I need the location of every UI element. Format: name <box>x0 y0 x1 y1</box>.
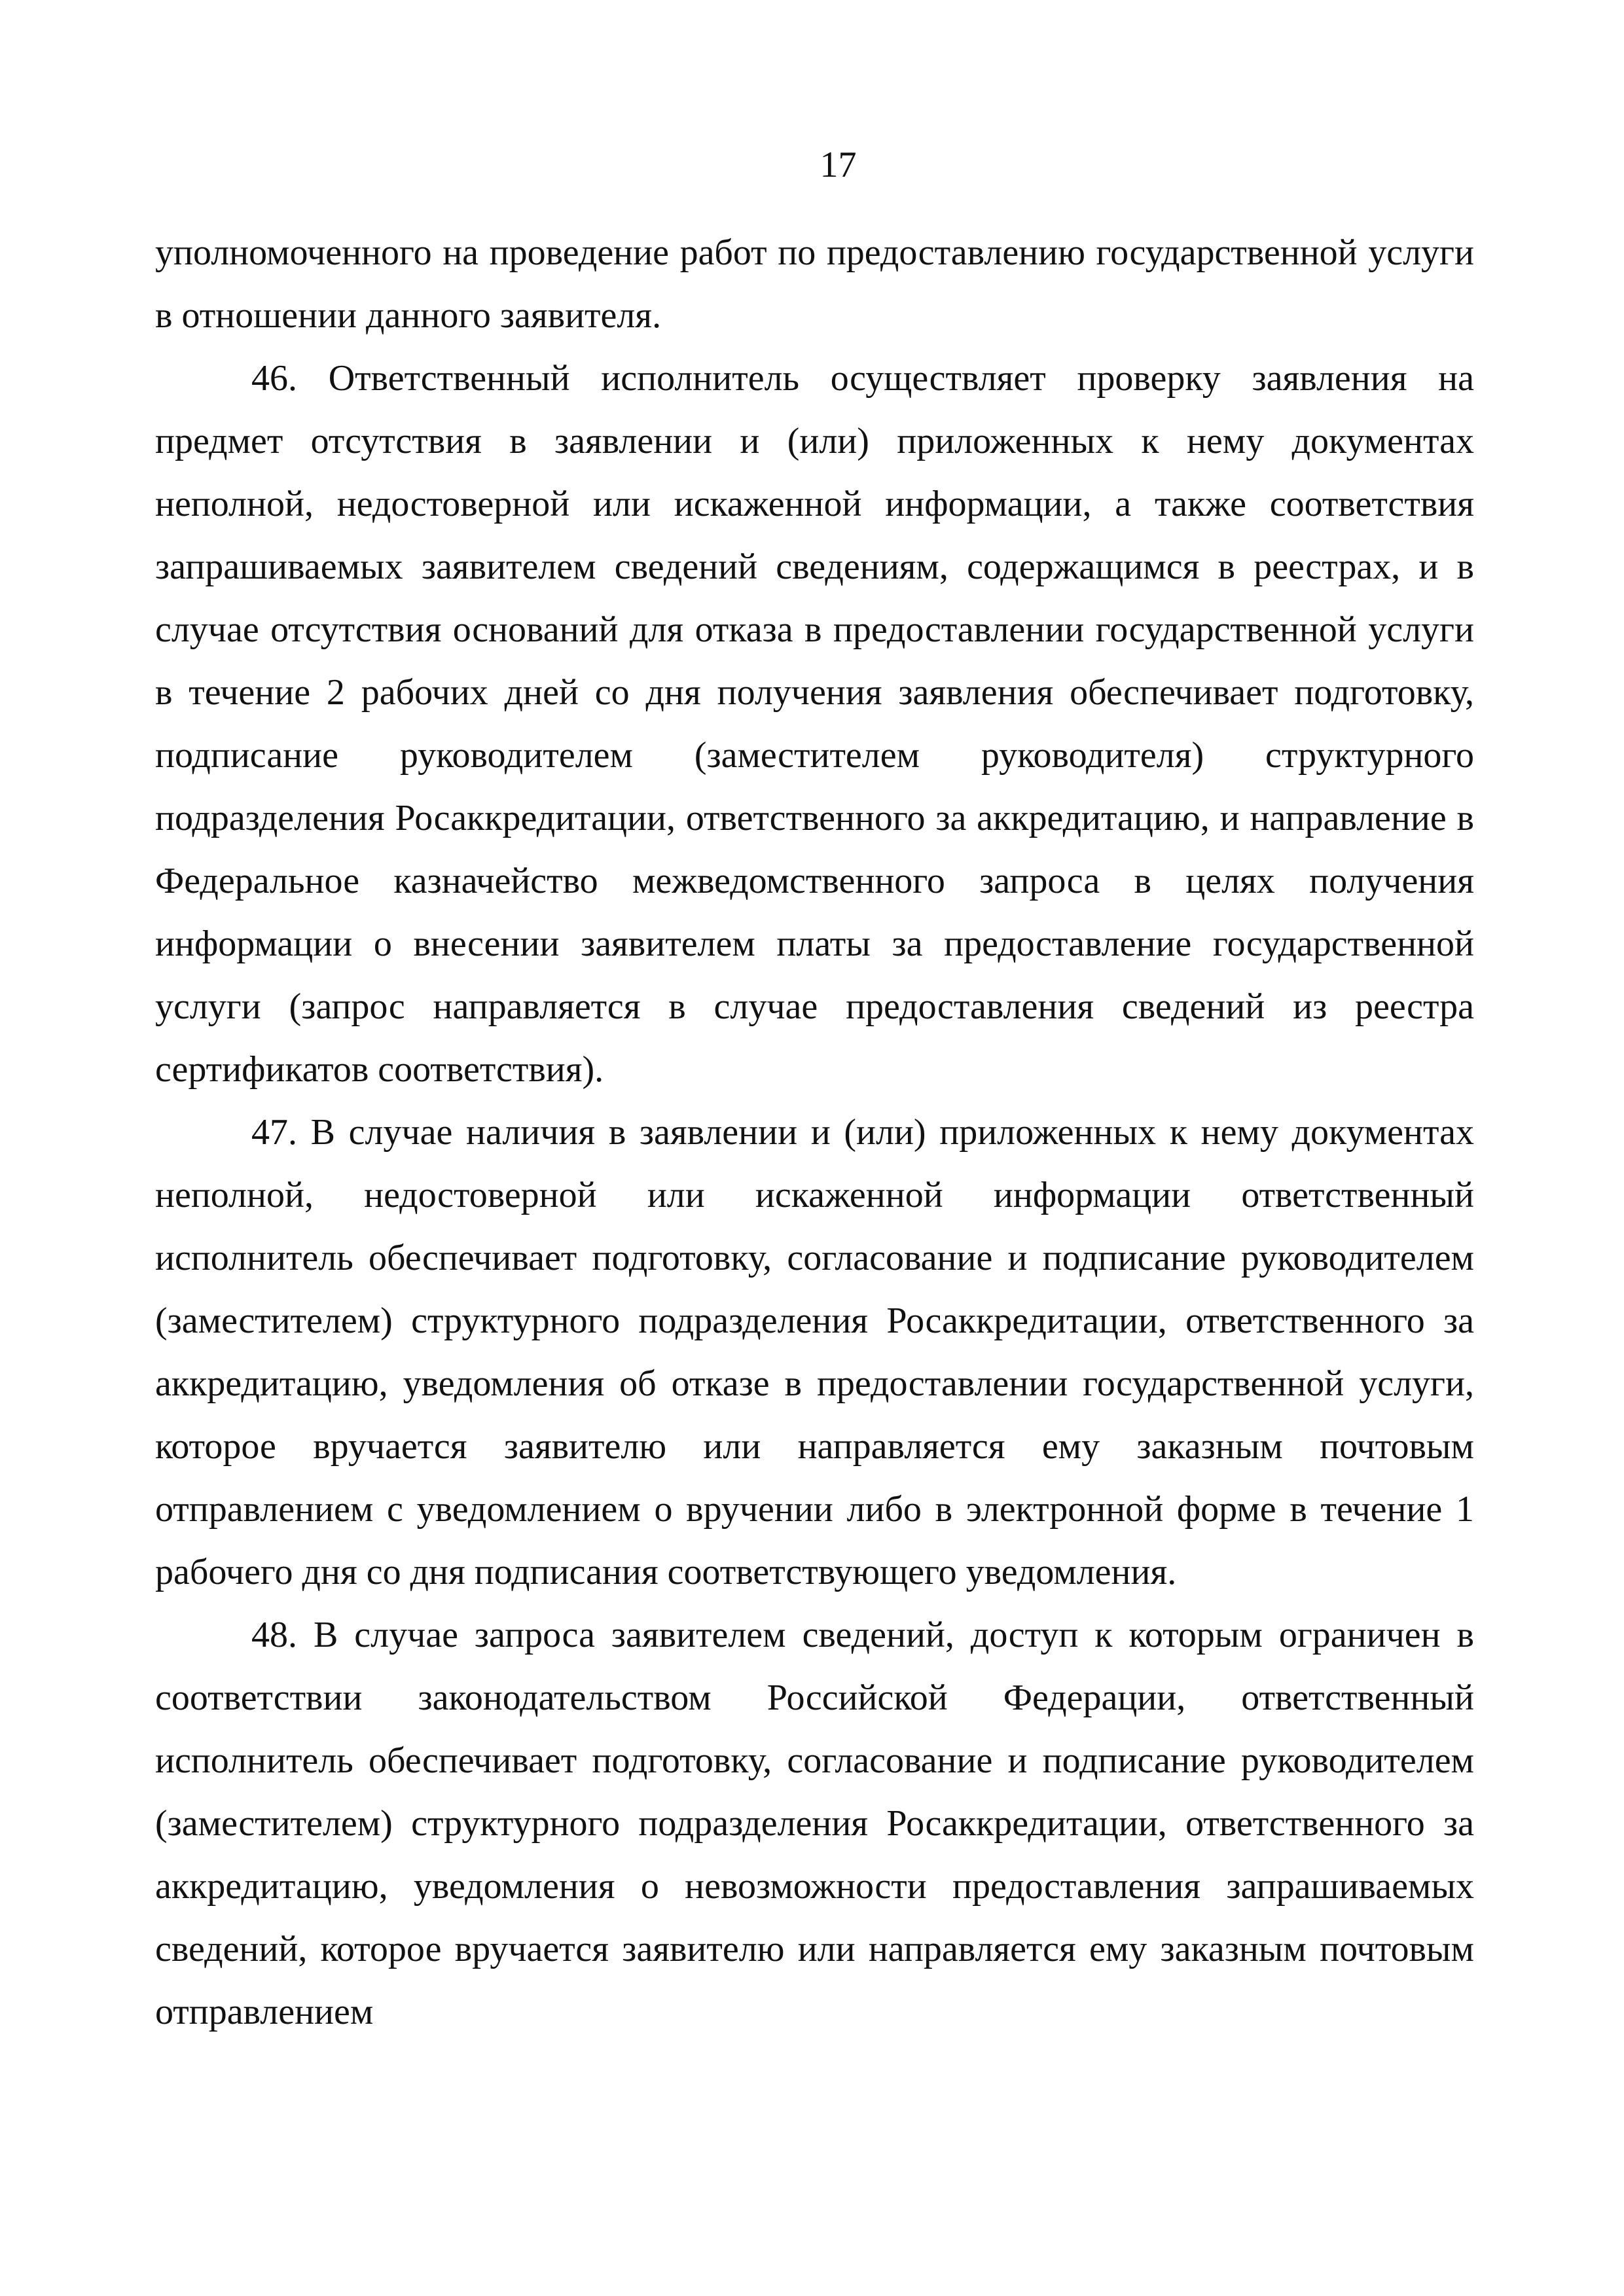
paragraph-46: 46. Ответственный исполнитель осуществляет проверку заявления на предмет отсутствия в заявлении и (или) приложенных к нему документах неполной, недостоверной или искаженной информации, а также соответствия запрашиваемых заявителем сведений сведениям, содержащимся в реестрах, и в случае отсутствия оснований для отказа в предоставлении государственной услуги в течение 2 рабочих дней со дня получения заявления обеспечивает подготовку, подписание руководителем (заместителем руководителя) структурного подразделения Росаккредитации, ответственного за аккредитацию, и направление в Федеральное казначейство межведомственного запроса в целях получения информации о внесении заявителем платы за предоставление государственной услуги (запрос направляется в случае предоставления сведений из реестра сертификатов соответствия). <box>155 358 1474 1090</box>
paragraph-48: 48. В случае запроса заявителем сведений, доступ к которым ограничен в соответствии законодательством Российской Федерации, ответственный исполнитель обеспечивает подготовку, согласование и подписание руководителем (заместителем) структурного подразделения Росаккредитации, ответственного за аккредитацию, уведомления о невозможности предоставления запрашиваемых сведений, которое вручается заявителю или направляется ему заказным почтовым отправлением <box>155 1615 1474 2032</box>
paragraph-47: 47. В случае наличия в заявлении и (или) приложенных к нему документах неполной, недостоверной или искаженной информации ответственный исполнитель обеспечивает подготовку, согласование и подписание руководителем (заместителем) структурного подразделения Росаккредитации, ответственного за аккредитацию, уведомления об отказе в предоставлении государственной услуги, которое вручается заявителю или направляется ему заказным почтовым отправлением с уведомлением о вручении либо в электронной форме в течение 1 рабочего дня со дня подписания соответствующего уведомления. <box>155 1112 1474 1592</box>
document-body <box>155 221 1474 2043</box>
paragraph-continuation: уполномоченного на проведение работ по предоставлению государственной услуги в отношении данного заявителя. <box>155 232 1474 336</box>
page-number: 17 <box>820 145 857 185</box>
